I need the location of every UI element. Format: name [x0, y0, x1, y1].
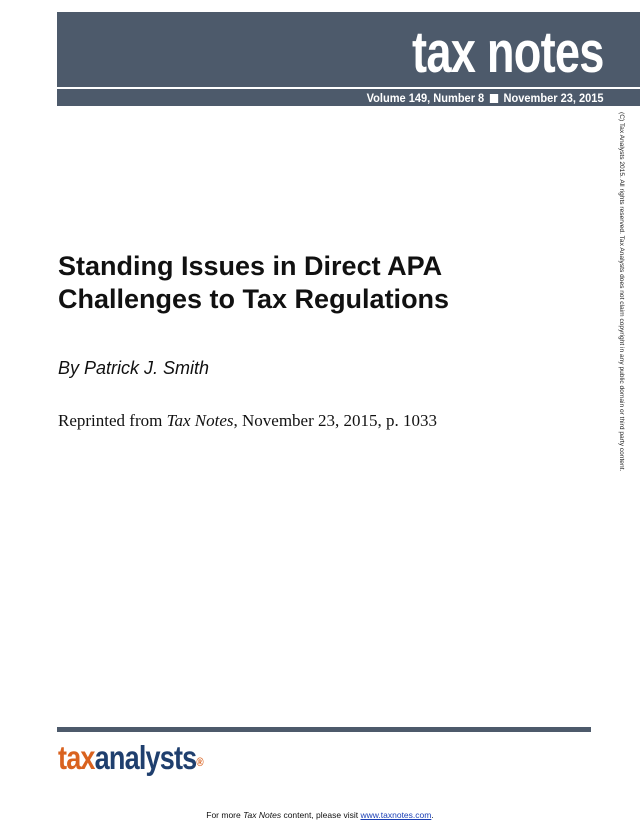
- reprint-publication: Tax Notes: [166, 411, 234, 430]
- footer-suffix: .: [431, 810, 434, 820]
- masthead-banner: [57, 12, 640, 106]
- logo-part-analysts: analysts: [94, 739, 197, 776]
- issue-date: November 23, 2015: [503, 91, 604, 105]
- footer-middle: content, please visit: [281, 810, 361, 820]
- masthead-divider: [57, 87, 640, 89]
- article-byline: By Patrick J. Smith: [58, 358, 210, 378]
- article-title: Standing Issues in Direct APA Challenges to Tax Regulations: [58, 251, 450, 314]
- square-bullet-icon: [490, 94, 498, 103]
- taxnotes-link[interactable]: www.taxnotes.com: [360, 810, 432, 820]
- footer-note: [0, 810, 640, 821]
- issue-volume: Volume 149, Number 8: [367, 91, 485, 105]
- logo-part-tax: tax: [58, 739, 95, 776]
- tax-analysts-logo: [58, 738, 203, 778]
- registered-mark: ®: [196, 755, 203, 769]
- reprint-citation: [58, 411, 437, 431]
- footer-publication: Tax Notes: [243, 810, 282, 820]
- reprint-suffix: , November 23, 2015, p. 1033: [233, 411, 438, 430]
- issue-info: [367, 92, 604, 105]
- reprint-prefix: Reprinted from: [58, 411, 167, 430]
- footer-prefix: For more: [206, 810, 244, 820]
- copyright-notice: (C) Tax Analysts 2015. All rights reserved. Tax Analysts does not claim copyright in any public domain or third party content.: [618, 112, 625, 472]
- footer-divider: [57, 727, 591, 732]
- publication-title: tax notes: [412, 20, 604, 85]
